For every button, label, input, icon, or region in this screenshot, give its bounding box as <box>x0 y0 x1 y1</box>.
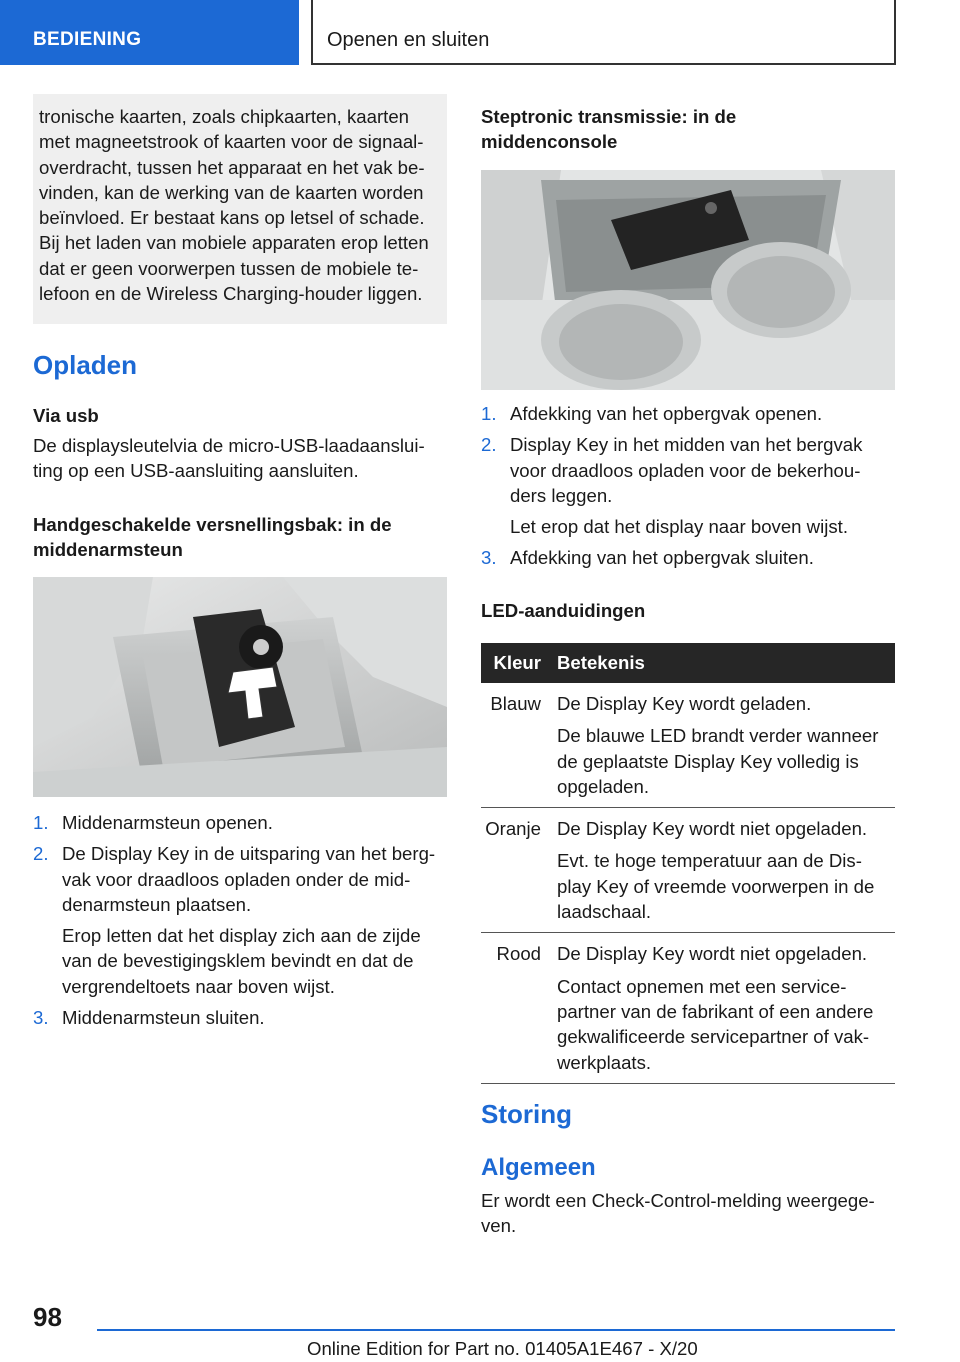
usb-subheading: Via usb <box>33 405 99 426</box>
note-line: tronische kaarten, zoals chipkaarten, kaarten <box>39 106 410 127</box>
step-number: 3. <box>481 547 497 569</box>
step-text: denarmsteun plaatsen. <box>62 893 252 915</box>
meaning-line: De Display Key wordt geladen. <box>557 693 812 714</box>
meaning-line: Evt. te hoge temperatuur aan de Dis- <box>557 850 862 872</box>
meaning-line: werkplaats. <box>557 1051 652 1073</box>
armrest-steps <box>33 810 447 1036</box>
step-text: Display Key in het midden van het bergvak <box>510 434 863 456</box>
led-meaning-cell <box>549 808 895 933</box>
step-text: Middenarmsteun openen. <box>62 812 273 833</box>
step-text: Middenarmsteun sluiten. <box>62 1007 265 1029</box>
meaning-line: de geplaatste Display Key volledig is <box>557 750 859 772</box>
meaning-line: opgeladen. <box>557 775 650 797</box>
console-steps <box>481 401 895 577</box>
step-item <box>481 401 895 426</box>
step-item <box>481 545 895 570</box>
algemeen-text <box>481 1188 875 1239</box>
led-color-cell: Oranje <box>481 808 549 933</box>
step-text: ders leggen. <box>510 484 613 506</box>
note-line: Bij het laden van mobiele apparaten erop letten <box>39 232 429 254</box>
armrest-photo <box>33 577 447 797</box>
step-number: 1. <box>33 812 49 833</box>
console-illustration <box>481 170 895 390</box>
console-photo <box>481 170 895 390</box>
algemeen-text-line: Er wordt een Check-Control-melding weergege- <box>481 1190 875 1211</box>
steptronic-subheading <box>481 104 736 154</box>
meaning-line: De Display Key wordt niet opgeladen. <box>557 943 868 965</box>
meaning-line: laadschaal. <box>557 901 652 923</box>
led-subheading: LED-aanduidingen <box>481 600 646 621</box>
column-header: Betekenis <box>549 643 895 683</box>
step-note: Erop letten dat het display zich aan de zijde <box>62 925 421 947</box>
step-number: 1. <box>481 403 497 424</box>
algemeen-text-line: ven. <box>481 1215 517 1237</box>
meaning-line: De Display Key wordt niet opgeladen. <box>557 818 868 840</box>
storing-heading: Storing <box>481 1099 572 1129</box>
opladen-heading: Opladen <box>33 350 138 380</box>
page-number: 98 <box>33 1302 62 1332</box>
step-note: van de bevestigingsklem bevindt en dat de <box>62 950 414 972</box>
step-item <box>33 810 447 835</box>
meaning-line: partner van de fabrikant of een andere <box>557 1000 874 1022</box>
section-title: BEDIENING <box>33 29 142 50</box>
step-number: 2. <box>33 843 49 865</box>
step-text: voor draadloos opladen voor de bekerhou- <box>510 459 861 481</box>
step-note: vergrendeltoets naar boven wijst. <box>62 975 335 997</box>
led-meaning-cell <box>549 683 895 808</box>
led-meaning-cell <box>549 933 895 1083</box>
usb-text-line: ting op een USB-aansluiting aansluiten. <box>33 460 359 482</box>
edition-text: Online Edition for Part no. 01405A1E467 - X/20 <box>307 1338 698 1359</box>
column-header: Kleur <box>481 643 549 683</box>
chapter-title: Openen en sluiten <box>327 29 490 51</box>
step-note: Let erop dat het display naar boven wijst. <box>510 516 848 538</box>
usb-text <box>33 433 425 484</box>
footer-divider <box>97 1329 895 1331</box>
algemeen-heading: Algemeen <box>481 1154 596 1181</box>
meaning-line: play Key of vreemde voorwerpen in de <box>557 875 875 897</box>
steptronic-subheading-line: Steptronic transmissie: in de <box>481 106 737 127</box>
table-row <box>481 808 895 933</box>
led-table <box>481 643 895 1084</box>
led-color-cell: Blauw <box>481 683 549 808</box>
step-text: vak voor draadloos opladen onder de mid- <box>62 868 411 890</box>
step-number: 3. <box>33 1007 49 1029</box>
table-row <box>481 933 895 1083</box>
note-line: dat er geen voorwerpen tussen de mobiele te- <box>39 257 419 279</box>
chapter-tab <box>311 0 896 65</box>
manual-subheading <box>33 512 392 562</box>
table-row <box>481 683 895 808</box>
meaning-line: De blauwe LED brandt verder wanneer <box>557 725 879 747</box>
step-text: Afdekking van het opbergvak sluiten. <box>510 547 814 569</box>
usb-text-line: De displaysleutelvia de micro-USB-laadaanslui- <box>33 435 425 456</box>
manual-subheading-line: Handgeschakelde versnellingsbak: in de <box>33 514 392 535</box>
note-line: lefoon en de Wireless Charging-houder liggen. <box>39 283 423 305</box>
led-color-cell: Rood <box>481 933 549 1083</box>
step-item <box>33 841 447 999</box>
warning-note-box <box>33 94 447 324</box>
meaning-line: gekwalificeerde servicepartner of vak- <box>557 1026 870 1048</box>
table-header-row <box>481 643 895 683</box>
section-tab <box>0 0 299 65</box>
meaning-line: Contact opnemen met een service- <box>557 975 847 997</box>
note-line: overdracht, tussen het apparaat en het vak be- <box>39 156 425 178</box>
step-text: De Display Key in de uitsparing van het berg- <box>62 843 436 865</box>
steptronic-subheading-line: middenconsole <box>481 131 618 152</box>
armrest-illustration <box>33 577 447 797</box>
step-item <box>481 432 895 539</box>
note-line: beïnvloed. Er bestaat kans op letsel of schade. <box>39 207 425 229</box>
manual-subheading-line: middenarmsteun <box>33 539 183 560</box>
step-text: Afdekking van het opbergvak openen. <box>510 403 823 424</box>
step-number: 2. <box>481 434 497 456</box>
note-line: vinden, kan de werking van de kaarten worden <box>39 181 424 203</box>
step-item <box>33 1005 447 1030</box>
note-line: met magneetstrook of kaarten voor de signaal- <box>39 131 424 153</box>
